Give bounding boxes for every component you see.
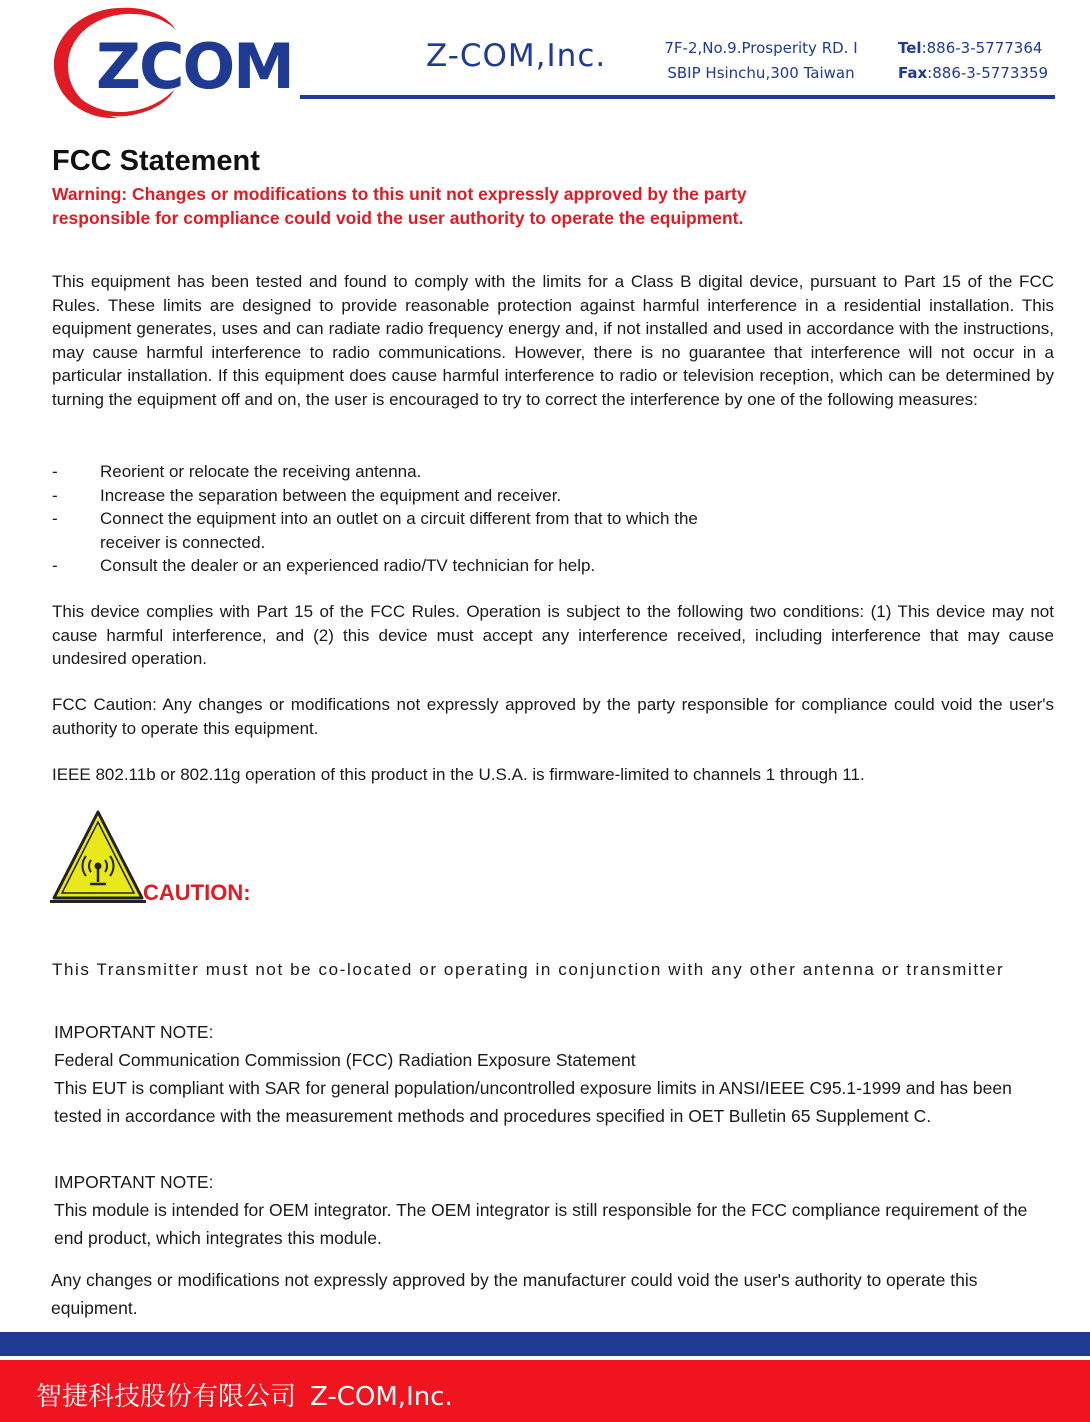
list-dash: - [52,462,58,481]
note-heading: IMPORTANT NOTE: [54,1172,214,1192]
caution-label: CAUTION: [143,880,251,905]
important-note-oem [54,1168,1054,1252]
address-line-2: SBIP Hsinchu,300 Taiwan [667,64,855,82]
fax-label: Fax [898,64,928,82]
part15-paragraph: This device complies with Part 15 of the FCC Rules. Operation is subject to the following two conditions: (1) This device may not cause harmful interference, and (2) this device must accept any interference received, including interference that may cause undesired operation. [52,602,1054,668]
list-dash: - [52,556,58,575]
list-item-text: Connect the equipment into an outlet on a circuit different from that to which the receiver is connected. [100,509,698,552]
tel-line [898,36,1048,61]
page-title: FCC Statement [52,145,260,177]
list-dash: - [52,485,58,505]
final-statement: Any changes or modifications not expressly approved by the manufacturer could void the user's authority to operate this equipment. [51,1270,978,1318]
list-item-text: Increase the separation between the equipment and receiver. [100,485,562,505]
footer-company [36,1376,467,1413]
note-line: This EUT is compliant with SAR for general population/uncontrolled exposure limits in ANSI/IEEE C95.1-1999 and has been tested in accordance with the measurement methods and procedures specified in OET Bulletin 65 Supplement C. [54,1078,1012,1126]
note-line: Federal Communication Commission (FCC) Radiation Exposure Statement [54,1050,636,1070]
radiation-warning-icon [50,808,146,904]
header-divider [300,95,1055,99]
tel-label: Tel [898,39,922,57]
address-line-1: 7F-2,No.9.Prosperity RD. I [664,39,858,57]
tel-value: :886-3-5777364 [921,39,1043,57]
note-heading: IMPORTANT NOTE: [54,1022,214,1042]
zcom-logo [48,0,308,122]
list-item [52,554,1052,578]
company-address [656,36,866,86]
svg-text:ZCOM: ZCOM [96,30,293,103]
measures-list [52,460,1052,578]
list-item [52,460,1052,484]
list-item-text: Reorient or relocate the receiving antenna. [100,462,422,481]
footer-navy-band [0,1332,1090,1356]
company-name: Z-COM,Inc. [426,38,607,74]
list-dash: - [52,509,58,528]
channel-limit-paragraph: IEEE 802.11b or 802.11g operation of this product in the U.S.A. is firmware-limited to channels 1 through 11. [52,765,865,784]
fax-value: :886-3-5773359 [927,64,1049,82]
contact-info [898,36,1048,86]
fax-line [898,61,1048,86]
transmitter-statement: This Transmitter must not be co-located or operating in conjunction with any other antenna or transmitter [52,960,1005,979]
footer-chinese-name: 智捷科技股份有限公司 [36,1382,297,1412]
list-item [52,507,1052,554]
footer-company-name: Z-COM,Inc. [310,1382,453,1412]
warning-text: Warning: Changes or modifications to this unit not expressly approved by the party responsible for compliance could void the user authority to operate the equipment. [52,184,747,228]
compliance-paragraph: This equipment has been tested and found to comply with the limits for a Class B digital device, pursuant to Part 15 of the FCC Rules. These limits are designed to provide reasonable protection against harmful interference in a residential installation. This equipment generates, uses and can radiate radio frequency energy and, if not installed and used in accordance with the instructions, may cause harmful interference to radio communications. However, there is no guarantee that interference will not occur in a particular installation. If this equipment does cause harmful interference to radio or television reception, which can be determined by turning the equipment off and on, the user is encouraged to try to correct the interference by one of the following measures: [52,272,1054,409]
fcc-caution-paragraph: FCC Caution: Any changes or modifications not expressly approved by the party responsible for compliance could void the user's authority to operate this equipment. [52,695,1054,738]
note-body: This module is intended for OEM integrator. The OEM integrator is still responsible for the FCC compliance requirement of the end product, which integrates this module. [54,1200,1028,1248]
list-item-text: Consult the dealer or an experienced radio/TV technician for help. [100,556,596,575]
list-item [52,484,1052,508]
important-note-sar [54,1018,1054,1130]
